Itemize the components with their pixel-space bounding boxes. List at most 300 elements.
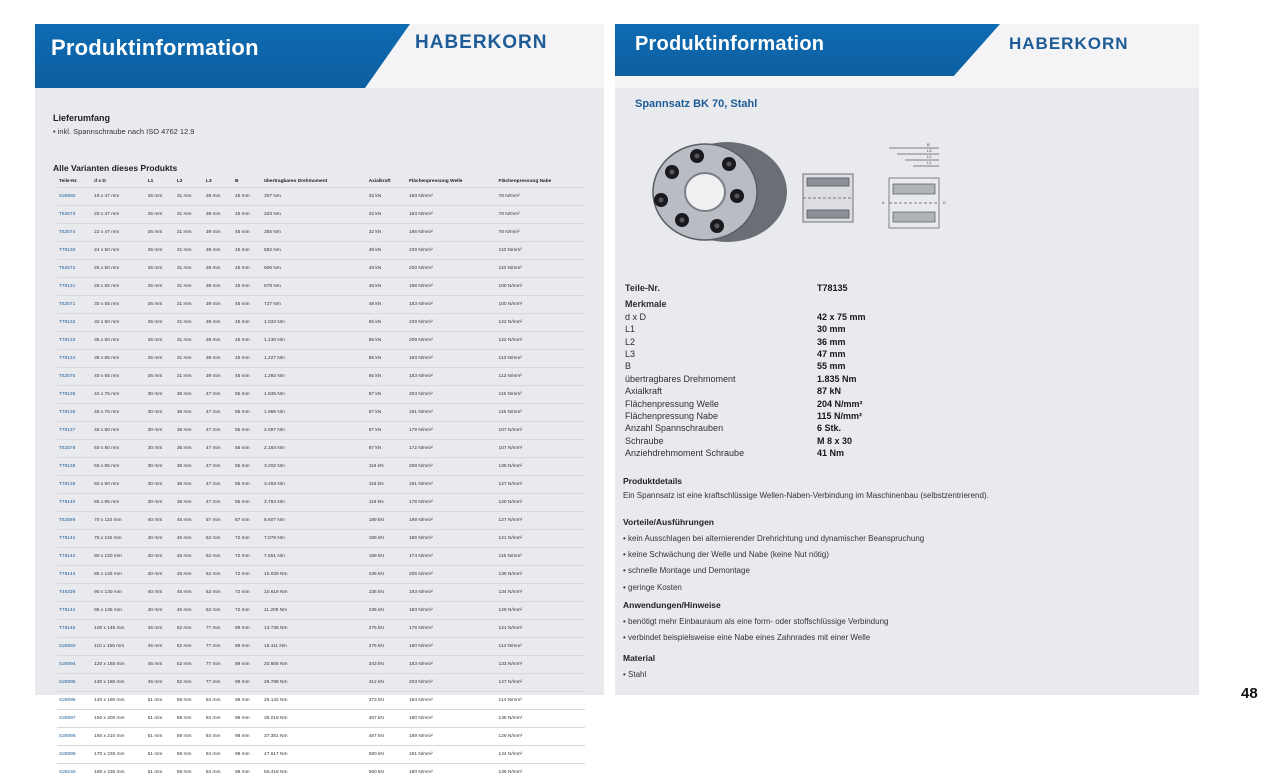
- table-cell: 183 N/mm²: [407, 296, 497, 314]
- table-cell: 45 mm: [233, 206, 262, 224]
- table-cell: 46 mm: [146, 638, 175, 656]
- col-header: Teile-Nr.: [57, 176, 92, 188]
- col-header: L3: [204, 176, 233, 188]
- table-cell: 113 N/mm²: [497, 350, 585, 368]
- table-row: [57, 512, 585, 530]
- table-cell: 1.292 Nm: [262, 368, 367, 386]
- part-number-cell: T78132: [57, 314, 92, 332]
- dim-label-l1: L1: [927, 160, 932, 165]
- spec-value: 36 mm: [817, 337, 846, 347]
- table-cell: 98 mm: [233, 746, 262, 764]
- table-cell: 1.227 Nm: [262, 350, 367, 368]
- table-cell: 3.493 Nm: [262, 476, 367, 494]
- table-cell: 31 mm: [175, 296, 204, 314]
- left-brochure-page: [35, 24, 604, 695]
- part-number-cell: T62571: [57, 296, 92, 314]
- table-cell: 114 N/mm²: [497, 692, 585, 710]
- anwendungen-item: • benötigt mehr Einbauraum als eine form- oder stoffschlüssige Verbindung: [623, 614, 888, 630]
- table-cell: 30 mm: [146, 476, 175, 494]
- vorteile-item-text: geringe Kosten: [628, 583, 682, 592]
- table-cell: 30 mm: [146, 386, 175, 404]
- table-cell: 3.784 Nm: [262, 494, 367, 512]
- table-cell: 1.966 Nm: [262, 404, 367, 422]
- table-row: [57, 386, 585, 404]
- table-cell: 467 kN: [367, 710, 407, 728]
- table-cell: 307 Nm: [262, 188, 367, 206]
- table-cell: 113 N/mm²: [497, 368, 585, 386]
- table-cell: 40 mm: [146, 530, 175, 548]
- part-number-cell: T61678: [57, 440, 92, 458]
- table-row: [57, 224, 585, 242]
- table-cell: 62 mm: [204, 530, 233, 548]
- table-cell: 84 mm: [204, 764, 233, 781]
- table-cell: 115 N/mm²: [497, 404, 585, 422]
- table-cell: 39 mm: [204, 260, 233, 278]
- spec-value: 30 mm: [817, 324, 846, 334]
- table-cell: 189 kN: [367, 512, 407, 530]
- table-cell: 77 mm: [204, 674, 233, 692]
- table-cell: 100 N/mm²: [497, 296, 585, 314]
- spec-row: [625, 448, 1165, 460]
- table-cell: 6.607 Nm: [262, 512, 367, 530]
- table-cell: 100 N/mm²: [497, 278, 585, 296]
- table-row: [57, 548, 585, 566]
- table-cell: 55 mm: [233, 422, 262, 440]
- vorteile-item-text: schnelle Montage und Demontage: [628, 566, 750, 575]
- table-cell: 62 mm: [204, 584, 233, 602]
- col-header: Flächenpressung Nabe: [497, 176, 585, 188]
- spec-value: 55 mm: [817, 361, 846, 371]
- variants-table: [57, 176, 585, 781]
- table-cell: 55 mm: [233, 404, 262, 422]
- material-item-text: Stahl: [628, 670, 646, 679]
- table-cell: 186 N/mm²: [407, 530, 497, 548]
- table-cell: 236 kN: [367, 566, 407, 584]
- spec-value: M 8 x 30: [817, 436, 852, 446]
- col-header: übertragbares Drehmoment: [262, 176, 367, 188]
- table-cell: 32 kN: [367, 206, 407, 224]
- lieferumfang-title: Lieferumfang: [53, 113, 110, 123]
- table-row: [57, 602, 585, 620]
- table-cell: 59 mm: [175, 746, 204, 764]
- spec-key: Anzahl Spannschrauben: [625, 423, 723, 433]
- table-cell: 204 N/mm²: [407, 386, 497, 404]
- table-cell: 45 mm: [233, 224, 262, 242]
- table-cell: 37.351 Nm: [262, 728, 367, 746]
- table-cell: 1.835 Nm: [262, 386, 367, 404]
- spec-row: [625, 299, 1165, 311]
- spec-key: Flächenpressung Nabe: [625, 411, 718, 421]
- table-cell: 78 N/mm²: [497, 206, 585, 224]
- table-cell: 45 mm: [233, 242, 262, 260]
- table-cell: 127 N/mm²: [497, 512, 585, 530]
- table-cell: 10.029 Nm: [262, 566, 367, 584]
- table-row: [57, 530, 585, 548]
- table-cell: 122 N/mm²: [497, 314, 585, 332]
- table-row: [57, 692, 585, 710]
- table-cell: 45 x 75 mm: [92, 404, 146, 422]
- vorteile-item-text: keine Schwächung der Welle und Nabe (keine Nut nötig): [628, 550, 829, 559]
- right-brochure-page: [615, 24, 1199, 695]
- table-cell: 87 kN: [367, 386, 407, 404]
- variants-header-row: [57, 176, 585, 188]
- table-cell: 31 mm: [175, 332, 204, 350]
- spec-key: Teile-Nr.: [625, 283, 660, 293]
- table-cell: 203 N/mm²: [407, 674, 497, 692]
- page-number: 48: [1241, 685, 1258, 702]
- lieferumfang-item-text: inkl. Spannschraube nach ISO 4762 12.9: [58, 127, 195, 136]
- table-cell: 236 kN: [367, 602, 407, 620]
- table-cell: 7.079 Nm: [262, 530, 367, 548]
- table-cell: 133 N/mm²: [497, 656, 585, 674]
- table-cell: 89 mm: [233, 620, 262, 638]
- table-cell: 107 N/mm²: [497, 440, 585, 458]
- part-number-cell: T78130: [57, 242, 92, 260]
- table-cell: 46 mm: [146, 656, 175, 674]
- produktdetails-section: [623, 476, 989, 502]
- spec-key: d x D: [625, 312, 646, 322]
- table-cell: 160 x 210 mm: [92, 728, 146, 746]
- table-cell: 45 mm: [175, 584, 204, 602]
- table-cell: 121 N/mm²: [497, 530, 585, 548]
- table-cell: 47 mm: [204, 476, 233, 494]
- table-row: [57, 350, 585, 368]
- table-row: [57, 422, 585, 440]
- table-row: [57, 656, 585, 674]
- lieferumfang-item: • inkl. Spannschraube nach ISO 4762 12.9: [53, 127, 194, 136]
- table-cell: 582 Nm: [262, 242, 367, 260]
- spec-value: 1.835 Nm: [817, 374, 857, 384]
- part-number-cell: T78142: [57, 548, 92, 566]
- table-cell: 40 mm: [146, 566, 175, 584]
- table-cell: 51 mm: [146, 728, 175, 746]
- part-number-cell: T78143: [57, 566, 92, 584]
- table-cell: 42 x 75 mm: [92, 386, 146, 404]
- table-cell: 89 mm: [233, 638, 262, 656]
- table-cell: 26 mm: [146, 188, 175, 206]
- table-cell: 40 mm: [146, 548, 175, 566]
- part-number-cell: T78145: [57, 620, 92, 638]
- table-cell: 45 mm: [233, 368, 262, 386]
- table-cell: 26 mm: [146, 260, 175, 278]
- spec-row: [625, 324, 1165, 336]
- table-cell: 67 mm: [233, 512, 262, 530]
- spec-key: L1: [625, 324, 635, 334]
- table-cell: 39 mm: [204, 296, 233, 314]
- spec-key: übertragbares Drehmoment: [625, 374, 736, 384]
- table-cell: 679 Nm: [262, 278, 367, 296]
- table-row: [57, 260, 585, 278]
- table-cell: 30 mm: [146, 494, 175, 512]
- spec-row: [625, 411, 1165, 423]
- table-cell: 47 mm: [204, 494, 233, 512]
- part-number-cell: T78140: [57, 494, 92, 512]
- right-header: [615, 24, 1199, 88]
- spec-value: 115 N/mm²: [817, 411, 862, 421]
- table-cell: 606 Nm: [262, 260, 367, 278]
- table-cell: 183 N/mm²: [407, 206, 497, 224]
- table-cell: 196 N/mm²: [407, 278, 497, 296]
- table-cell: 560 kN: [367, 746, 407, 764]
- table-cell: 45 mm: [233, 278, 262, 296]
- table-cell: 166 N/mm²: [407, 224, 497, 242]
- table-cell: 98 mm: [233, 692, 262, 710]
- table-row: [57, 494, 585, 512]
- produktdetails-title: Produktdetails: [623, 476, 989, 486]
- table-cell: 60 x 90 mm: [92, 476, 146, 494]
- table-cell: 110 x 155 mm: [92, 638, 146, 656]
- table-cell: 26 mm: [146, 296, 175, 314]
- spec-key: Axialkraft: [625, 386, 662, 396]
- part-number-cell: T78139: [57, 476, 92, 494]
- table-cell: 52 mm: [175, 674, 204, 692]
- variants-title: Alle Varianten dieses Produkts: [53, 163, 177, 173]
- table-cell: 45 mm: [175, 566, 204, 584]
- table-cell: 47 mm: [204, 386, 233, 404]
- table-cell: 30 mm: [146, 404, 175, 422]
- table-cell: 39 mm: [204, 224, 233, 242]
- dim-label-l2: L2: [927, 154, 932, 159]
- table-cell: 205 N/mm²: [407, 566, 497, 584]
- table-cell: 31 mm: [175, 314, 204, 332]
- table-cell: 39 mm: [204, 350, 233, 368]
- table-cell: 51 mm: [146, 746, 175, 764]
- part-number-cell: T46339: [57, 584, 92, 602]
- table-row: [57, 584, 585, 602]
- table-cell: 31 mm: [175, 368, 204, 386]
- vorteile-item: • kein Ausschlagen bei alternierender Drehrichtung und dynamischer Beanspruchung: [623, 531, 924, 547]
- table-cell: 38 x 65 mm: [92, 350, 146, 368]
- table-cell: 84 mm: [204, 710, 233, 728]
- spec-key: Merkmale: [625, 299, 667, 309]
- table-cell: 47 mm: [204, 422, 233, 440]
- table-cell: 30 mm: [146, 440, 175, 458]
- table-cell: 57 mm: [204, 512, 233, 530]
- part-number-cell: T62572: [57, 260, 92, 278]
- table-cell: 26 mm: [146, 332, 175, 350]
- table-cell: 31 mm: [175, 206, 204, 224]
- vorteile-item: • geringe Kosten: [623, 580, 924, 596]
- table-cell: 36 mm: [175, 404, 204, 422]
- table-cell: 2.097 Nm: [262, 422, 367, 440]
- table-cell: 31 mm: [175, 224, 204, 242]
- product-title: Spannsatz BK 70, Stahl: [635, 98, 757, 110]
- table-cell: 90 x 130 mm: [92, 584, 146, 602]
- spec-row: [625, 399, 1165, 411]
- table-cell: 45 mm: [233, 314, 262, 332]
- vorteile-section: [623, 517, 924, 596]
- table-cell: 115 N/mm²: [497, 386, 585, 404]
- material-item: • Stahl: [623, 667, 655, 683]
- table-cell: 24 x 50 mm: [92, 242, 146, 260]
- table-cell: 30 x 55 mm: [92, 296, 146, 314]
- table-cell: 40 mm: [146, 584, 175, 602]
- part-number-cell: T78137: [57, 422, 92, 440]
- table-cell: 95 x 135 mm: [92, 602, 146, 620]
- table-cell: 98 mm: [233, 710, 262, 728]
- variants-body: [57, 188, 585, 781]
- table-cell: 135 N/mm²: [497, 458, 585, 476]
- table-cell: 35.018 Nm: [262, 710, 367, 728]
- table-cell: 80 x 120 mm: [92, 548, 146, 566]
- table-cell: 36 mm: [175, 476, 204, 494]
- table-cell: 45 mm: [175, 548, 204, 566]
- table-cell: 45 mm: [175, 530, 204, 548]
- table-cell: 77 mm: [204, 638, 233, 656]
- cross-section-drawing: [803, 174, 853, 222]
- table-cell: 84 mm: [204, 728, 233, 746]
- table-cell: 147 N/mm²: [497, 674, 585, 692]
- table-cell: 25 x 50 mm: [92, 260, 146, 278]
- table-cell: 50 x 80 mm: [92, 440, 146, 458]
- col-header: L1: [146, 176, 175, 188]
- table-cell: 727 Nm: [262, 296, 367, 314]
- material-title: Material: [623, 653, 655, 663]
- table-cell: 32 kN: [367, 224, 407, 242]
- table-cell: 110 N/mm²: [497, 260, 585, 278]
- table-cell: 2.184 Nm: [262, 440, 367, 458]
- anwendungen-item-text: benötigt mehr Einbauraum als eine form- oder stoffschlüssige Verbindung: [628, 617, 888, 626]
- spec-key: L3: [625, 349, 635, 359]
- part-number-cell: T62575: [57, 368, 92, 386]
- product-figure: [627, 134, 957, 244]
- table-cell: 229 N/mm²: [407, 314, 497, 332]
- table-row: [57, 476, 585, 494]
- table-row: [57, 188, 585, 206]
- table-cell: 121 N/mm²: [497, 620, 585, 638]
- table-cell: 150 x 200 mm: [92, 710, 146, 728]
- table-cell: 189 kN: [367, 530, 407, 548]
- produktdetails-text: Ein Spannsatz ist eine kraftschlüssige Wellen-Naben-Verbindung im Maschinenbau (selbstzentrierend).: [623, 490, 989, 502]
- table-cell: 47 mm: [204, 404, 233, 422]
- col-header: L2: [175, 176, 204, 188]
- table-cell: 193 N/mm²: [407, 188, 497, 206]
- table-cell: 7.551 Nm: [262, 548, 367, 566]
- table-cell: 47.617 Nm: [262, 746, 367, 764]
- table-cell: 193 N/mm²: [407, 584, 497, 602]
- table-cell: 160 N/mm²: [407, 638, 497, 656]
- table-cell: 26.142 Nm: [262, 692, 367, 710]
- left-brand-logo: HABERKORN: [415, 32, 548, 54]
- table-cell: 72 mm: [233, 584, 262, 602]
- part-number-cell: S28098: [57, 728, 92, 746]
- spec-key: Flächenpressung Welle: [625, 399, 719, 409]
- table-cell: 65 x 95 mm: [92, 494, 146, 512]
- spec-row: [625, 423, 1165, 435]
- table-cell: 65 kN: [367, 368, 407, 386]
- table-cell: 62 mm: [204, 566, 233, 584]
- dim-label-l3: L3: [927, 148, 932, 153]
- table-cell: 98 mm: [233, 764, 262, 781]
- dim-label-b: B: [927, 142, 930, 147]
- table-cell: 209 N/mm²: [407, 332, 497, 350]
- table-row: [57, 746, 585, 764]
- part-number-cell: T78136: [57, 404, 92, 422]
- table-cell: 89 mm: [233, 656, 262, 674]
- table-cell: 11.209 Nm: [262, 602, 367, 620]
- table-cell: 191 N/mm²: [407, 746, 497, 764]
- table-cell: 116 kN: [367, 476, 407, 494]
- table-cell: 87 kN: [367, 404, 407, 422]
- table-cell: 140 x 190 mm: [92, 692, 146, 710]
- table-cell: 36 mm: [175, 458, 204, 476]
- table-cell: 20 x 47 mm: [92, 206, 146, 224]
- table-cell: 10.619 Nm: [262, 584, 367, 602]
- spec-value: 204 N/mm²: [817, 399, 863, 409]
- table-cell: 45 mm: [233, 332, 262, 350]
- table-cell: 13.736 Nm: [262, 620, 367, 638]
- table-cell: 36 mm: [175, 494, 204, 512]
- spec-row: [625, 283, 1165, 295]
- table-cell: 55 mm: [233, 440, 262, 458]
- table-cell: 139 N/mm²: [497, 566, 585, 584]
- table-cell: 467 kN: [367, 728, 407, 746]
- part-number-cell: S28097: [57, 710, 92, 728]
- table-cell: 59 mm: [175, 692, 204, 710]
- spec-row: [625, 312, 1165, 324]
- part-number-cell: T62573: [57, 206, 92, 224]
- table-cell: 26 mm: [146, 278, 175, 296]
- table-cell: 51 mm: [146, 710, 175, 728]
- part-number-cell: S28150: [57, 764, 92, 781]
- table-cell: 39 mm: [204, 314, 233, 332]
- table-cell: 51 mm: [146, 692, 175, 710]
- table-row: [57, 728, 585, 746]
- table-cell: 31 mm: [175, 278, 204, 296]
- table-cell: 170 x 225 mm: [92, 746, 146, 764]
- table-cell: 19 x 47 mm: [92, 188, 146, 206]
- table-cell: 39 mm: [204, 368, 233, 386]
- vorteile-item: • schnelle Montage und Demontage: [623, 563, 924, 579]
- table-cell: 87 kN: [367, 422, 407, 440]
- part-number-cell: S28096: [57, 692, 92, 710]
- table-cell: 55 mm: [233, 494, 262, 512]
- table-row: [57, 206, 585, 224]
- table-row: [57, 620, 585, 638]
- table-cell: 40 x 65 mm: [92, 368, 146, 386]
- part-number-cell: T62569: [57, 512, 92, 530]
- right-header-title: Produktinformation: [635, 33, 824, 56]
- vorteile-item: • keine Schwächung der Welle und Nabe (keine Nut nötig): [623, 547, 924, 563]
- table-cell: 183 N/mm²: [407, 656, 497, 674]
- table-cell: 169 N/mm²: [407, 728, 497, 746]
- table-cell: 62 mm: [204, 602, 233, 620]
- part-number-cell: S28093: [57, 638, 92, 656]
- vorteile-title: Vorteile/Ausführungen: [623, 517, 924, 527]
- table-cell: 208 N/mm²: [407, 458, 497, 476]
- table-cell: 31 mm: [175, 188, 204, 206]
- table-cell: 30 mm: [146, 422, 175, 440]
- table-cell: 72 mm: [233, 602, 262, 620]
- table-cell: 180 N/mm²: [407, 710, 497, 728]
- table-cell: 59 mm: [175, 764, 204, 781]
- table-cell: 172 N/mm²: [407, 440, 497, 458]
- table-cell: 26 mm: [146, 224, 175, 242]
- table-cell: 39 mm: [204, 332, 233, 350]
- part-number-cell: T78135: [57, 386, 92, 404]
- spec-key: Schraube: [625, 436, 664, 446]
- anwendungen-item-text: verbindet beispielsweise eine Nabe eines Zahnrades mit einer Welle: [628, 633, 870, 642]
- table-cell: 134 N/mm²: [497, 584, 585, 602]
- table-row: [57, 566, 585, 584]
- table-row: [57, 314, 585, 332]
- part-number-cell: S28099: [57, 746, 92, 764]
- col-header: B: [233, 176, 262, 188]
- table-cell: 229 N/mm²: [407, 242, 497, 260]
- spec-value: 41 Nm: [817, 448, 844, 458]
- table-cell: 47 mm: [204, 458, 233, 476]
- part-number-cell: T78138: [57, 458, 92, 476]
